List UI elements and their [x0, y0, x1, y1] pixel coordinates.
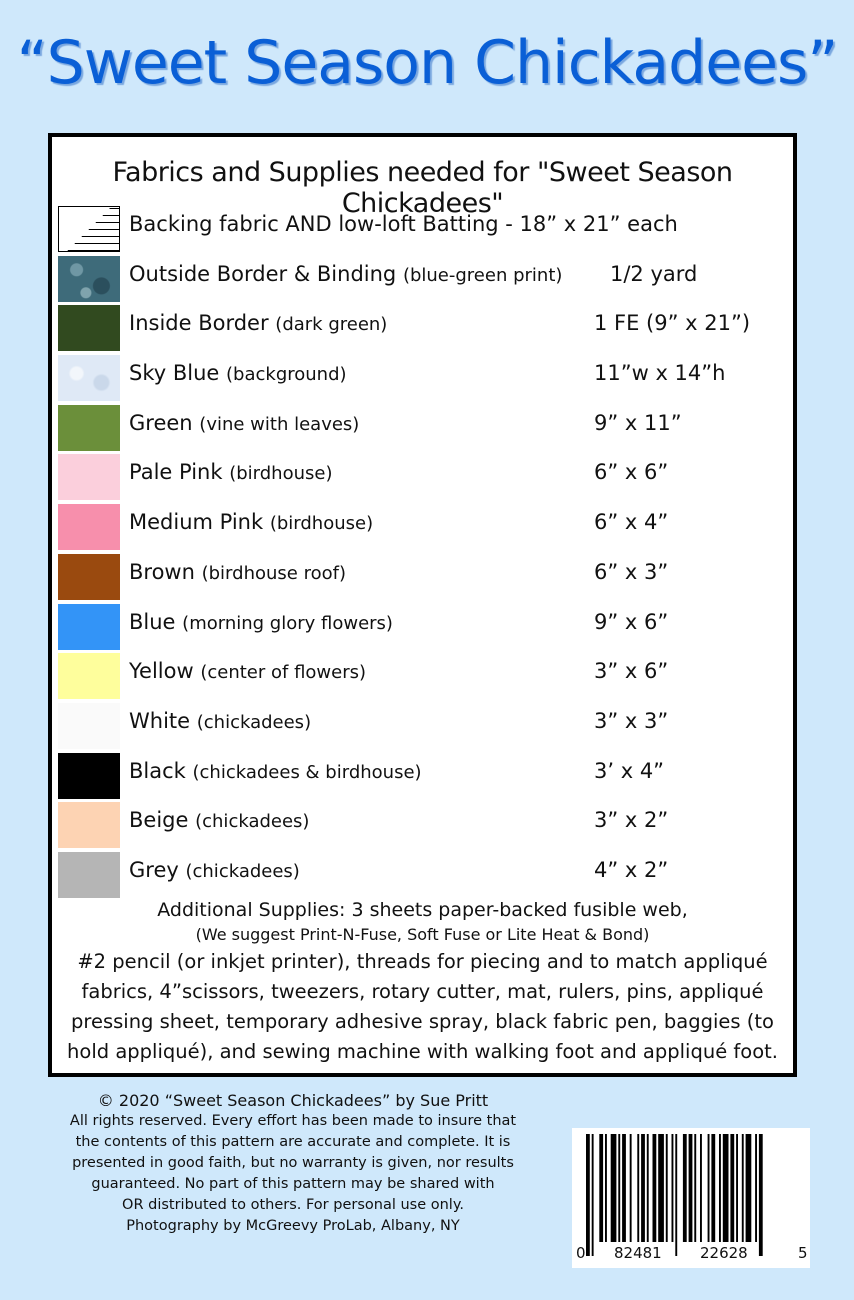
fabric-swatch	[58, 504, 120, 550]
fabric-swatch	[58, 355, 120, 401]
page-title: “Sweet Season Chickadees”	[16, 28, 838, 98]
fabric-label	[129, 709, 311, 733]
fabric-quantity: 3” x 3”	[594, 708, 669, 733]
fabric-detail: (background)	[226, 364, 347, 386]
barcode-bar	[658, 1134, 664, 1242]
fabric-name: Brown	[129, 559, 195, 584]
fabric-name: Outside Border & Binding	[129, 261, 397, 286]
copyright-line: © 2020 “Sweet Season Chickadees” by Sue Pritt	[97, 1091, 489, 1110]
footer-line: Photography by McGreevy ProLab, Albany, NY	[126, 1218, 460, 1234]
footer-line: OR distributed to others. For personal use only.	[122, 1197, 464, 1213]
fabric-row	[58, 452, 788, 502]
fabric-row	[58, 254, 788, 304]
fabric-row	[58, 353, 788, 403]
fabric-name: Green	[129, 410, 193, 435]
fabric-quantity: 4” x 2”	[594, 857, 669, 882]
fabric-label	[129, 808, 309, 832]
fabric-detail: (center of flowers)	[200, 662, 367, 684]
barcode-bar	[653, 1134, 657, 1242]
barcode-bar	[618, 1134, 620, 1242]
fabric-quantity: 6” x 4”	[594, 510, 669, 535]
fabric-detail: (birdhouse)	[269, 513, 374, 535]
barcode-bar	[605, 1134, 607, 1242]
fabric-label	[129, 361, 347, 385]
fabric-row	[58, 552, 788, 602]
barcode-bar	[672, 1134, 674, 1242]
barcode-digit-last: 5	[798, 1244, 808, 1262]
fabric-detail: (chickadees & birdhouse)	[192, 761, 422, 783]
fabric-quantity: 6” x 3”	[594, 559, 669, 584]
barcode-bar	[647, 1134, 649, 1242]
footer-line: presented in good faith, but no warranty is given, nor results	[72, 1155, 514, 1171]
fabric-name: Black	[129, 758, 186, 783]
fabric-detail: (birdhouse)	[229, 463, 333, 485]
fabric-label	[129, 858, 300, 882]
fabric-row	[58, 502, 788, 552]
fabric-quantity: 9” x 11”	[594, 410, 682, 435]
fabric-name: Yellow	[129, 659, 194, 684]
fabric-swatch	[58, 305, 120, 351]
fabric-name: Backing fabric AND low-loft Batting - 18” x 21” each	[129, 212, 678, 236]
fabric-label	[129, 610, 393, 634]
barcode-bar	[683, 1134, 687, 1242]
barcode-bar	[586, 1134, 590, 1256]
fabric-label	[129, 311, 387, 335]
fabric-quantity: 3” x 2”	[594, 808, 669, 833]
fabric-swatch	[58, 256, 120, 302]
copyright-footer	[38, 1090, 548, 1237]
fabric-name: Beige	[129, 808, 189, 833]
fabric-quantity: 3’ x 4”	[594, 758, 665, 783]
barcode-bar	[759, 1134, 763, 1256]
barcode-bar	[641, 1134, 645, 1242]
fabric-quantity: 11”w x 14”h	[594, 361, 726, 386]
barcode-group-right: 22628	[700, 1244, 748, 1262]
barcode-bar	[711, 1134, 715, 1242]
fabric-name: Sky Blue	[129, 361, 220, 386]
barcode-bar	[730, 1134, 734, 1242]
fabric-detail: (dark green)	[275, 314, 388, 336]
fabric-label	[129, 411, 359, 435]
fabric-row	[58, 800, 788, 850]
barcode-bar	[666, 1134, 668, 1242]
fabric-name: Grey	[129, 857, 179, 882]
fabric-label	[129, 659, 366, 683]
barcode-digits	[572, 1244, 810, 1266]
barcode-bar	[630, 1134, 632, 1242]
fabric-row	[58, 850, 788, 900]
fabric-label	[129, 510, 373, 534]
fabric-detail: (chickadees)	[185, 860, 300, 882]
fabric-quantity: 9” x 6”	[594, 609, 669, 634]
fabric-row	[58, 701, 788, 751]
fabric-swatch	[58, 405, 120, 451]
footer-line: the contents of this pattern are accurate and complete. It is	[75, 1134, 511, 1150]
barcode-bar	[599, 1134, 603, 1242]
barcode-bar	[611, 1134, 617, 1242]
fabric-swatch	[58, 554, 120, 600]
barcode-bar	[736, 1134, 738, 1242]
fabric-row	[58, 751, 788, 801]
additional-line-2: (We suggest Print-N-Fuse, Soft Fuse or Lite Heat & Bond)	[195, 925, 650, 944]
barcode-bar	[675, 1134, 677, 1256]
fabric-name: Medium Pink	[129, 510, 264, 535]
fabric-quantity: 1 FE (9” x 21”)	[594, 311, 751, 336]
fabric-swatch	[58, 206, 120, 252]
barcode-bar	[637, 1134, 639, 1242]
fabric-row	[58, 303, 788, 353]
fabric-swatch	[58, 852, 120, 898]
barcode-bar	[592, 1134, 594, 1256]
fabric-swatch	[58, 802, 120, 848]
fabric-swatch	[58, 653, 120, 699]
barcode-bar	[723, 1134, 729, 1242]
fabric-name: Inside Border	[129, 311, 269, 336]
fabric-label	[129, 212, 678, 236]
barcode-bar	[742, 1134, 744, 1242]
barcode-bar	[746, 1134, 752, 1242]
fabric-quantity: 1/2 yard	[610, 261, 698, 286]
fabric-label	[129, 460, 332, 484]
footer-line: guaranteed. No part of this pattern may be shared with	[91, 1176, 495, 1192]
barcode-bar	[708, 1134, 710, 1242]
fabric-list	[58, 204, 788, 900]
fabric-detail: (vine with leaves)	[199, 413, 360, 435]
fabric-row	[58, 403, 788, 453]
fabric-swatch	[58, 454, 120, 500]
fabric-detail: (blue-green print)	[402, 264, 563, 286]
supplies-heading: Fabrics and Supplies needed for "Sweet Season Chickadees"	[112, 157, 733, 219]
barcode-digit-first: 0	[576, 1244, 586, 1262]
fabric-label	[129, 262, 562, 286]
additional-line-1: Additional Supplies: 3 sheets paper-backed fusible web,	[157, 899, 688, 921]
fabric-detail: (morning glory flowers)	[182, 612, 393, 634]
fabric-row	[58, 602, 788, 652]
barcode-group-left: 82481	[614, 1244, 662, 1262]
fabric-detail: (chickadees)	[196, 711, 312, 733]
barcode-bar	[700, 1134, 702, 1242]
fabric-label	[129, 560, 346, 584]
fabric-name: Blue	[129, 609, 176, 634]
additional-line-3: #2 pencil (or inkjet printer), threads for piecing and to match appliqué fabrics, 4”scissors, tweezers, rotary cutter, mat, rulers, pins, appliqué pressing sheet, temporary adhesive spray, black fabric pen, baggies (to hold appliqué), and sewing machine with walking foot and appliqué foot.	[67, 950, 778, 1063]
barcode-bar	[689, 1134, 693, 1242]
fabric-detail: (chickadees)	[195, 811, 310, 833]
barcode-bar	[622, 1134, 626, 1242]
additional-supplies	[52, 897, 793, 1067]
fabric-detail: (birdhouse roof)	[201, 562, 346, 584]
fabric-name: White	[129, 708, 191, 733]
barcode-bar	[755, 1134, 757, 1242]
footer-line: All rights reserved. Every effort has been made to insure that	[69, 1113, 517, 1129]
supplies-panel	[48, 133, 797, 1077]
fabric-swatch	[58, 753, 120, 799]
fabric-row	[58, 204, 788, 254]
fabric-name: Pale Pink	[129, 460, 223, 485]
fabric-swatch	[58, 604, 120, 650]
fabric-quantity: 6” x 6”	[594, 460, 669, 485]
upc-barcode	[572, 1128, 810, 1268]
fabric-row	[58, 651, 788, 701]
fabric-swatch	[58, 703, 120, 749]
barcode-bar	[694, 1134, 696, 1242]
fabric-label	[129, 759, 422, 783]
fabric-quantity: 3” x 6”	[594, 659, 669, 684]
barcode-bar	[719, 1134, 721, 1242]
